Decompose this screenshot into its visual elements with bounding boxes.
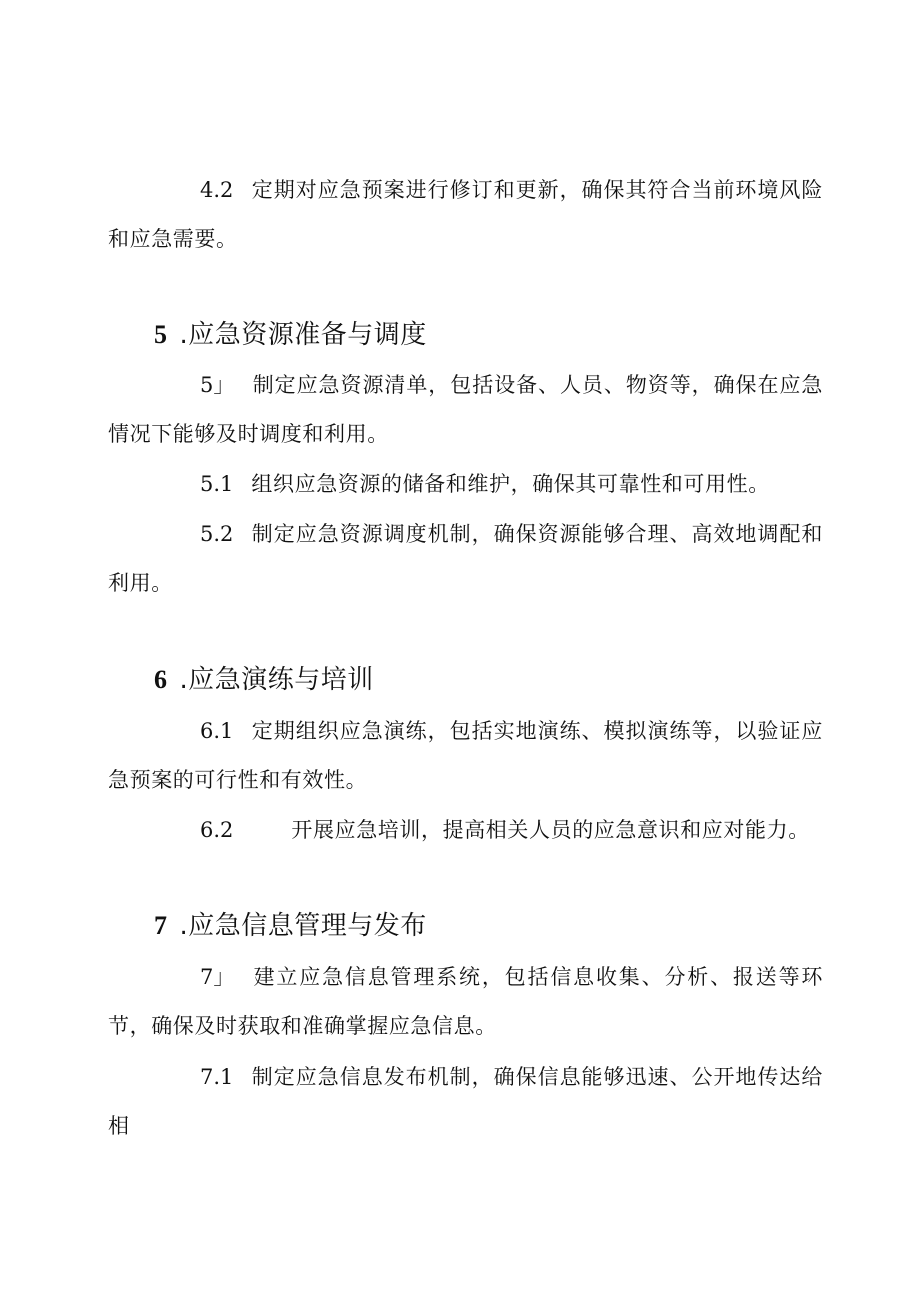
section-number: 7 [154,911,168,940]
section-number: 5 [154,320,168,349]
section-heading-7 [154,908,427,944]
section-heading-6 [154,662,374,698]
paragraph-text: 制定应急资源调度机制，确保资源能够合理、高效地调配和利用。 [108,522,823,595]
paragraph-text: 制定应急信息发布机制，确保信息能够迅速、公开地传达给相 [108,1065,823,1138]
section-title: .应急演练与培训 [179,665,374,695]
clause-number: 6.2 [200,818,234,842]
section-title: .应急资源准备与调度 [179,320,427,350]
clause-number: 5.1 [200,472,234,496]
paragraph-text: 组织应急资源的储备和维护，确保其可靠性和可用性。 [251,472,770,496]
paragraph-7-intro [108,953,823,1051]
paragraph-7-1 [108,1053,823,1151]
paragraph-text: 建立应急信息管理系统，包括信息收集、分析、报送等环节，确保及时获取和准确掌握应急信息。 [108,965,823,1038]
paragraph-text: 定期组织应急演练，包括实地演练、模拟演练等，以验证应急预案的可行性和有效性。 [108,719,823,792]
section-heading-5 [154,317,427,353]
paragraph-5-1 [108,460,823,509]
clause-number: 5.2 [200,522,234,546]
paragraph-text: 开展应急培训，提高相关人员的应急意识和应对能力。 [291,818,810,842]
clause-number: 5」 [200,373,235,397]
paragraph-5-2 [108,510,823,608]
paragraph-6-1 [108,707,823,805]
paragraph-4-2 [108,166,823,264]
section-number: 6 [154,665,168,694]
clause-number: 7」 [200,965,235,989]
paragraph-text: 定期对应急预案进行修订和更新，确保其符合当前环境风险和应急需要。 [108,178,823,251]
clause-number: 6.1 [200,719,234,743]
clause-number: 4.2 [200,178,234,202]
clause-number: 7.1 [200,1065,234,1089]
section-title: .应急信息管理与发布 [179,911,427,941]
paragraph-5-intro [108,361,823,459]
paragraph-6-2 [108,806,823,855]
paragraph-text: 制定应急资源清单，包括设备、人员、物资等，确保在应急情况下能够及时调度和利用。 [108,373,823,446]
